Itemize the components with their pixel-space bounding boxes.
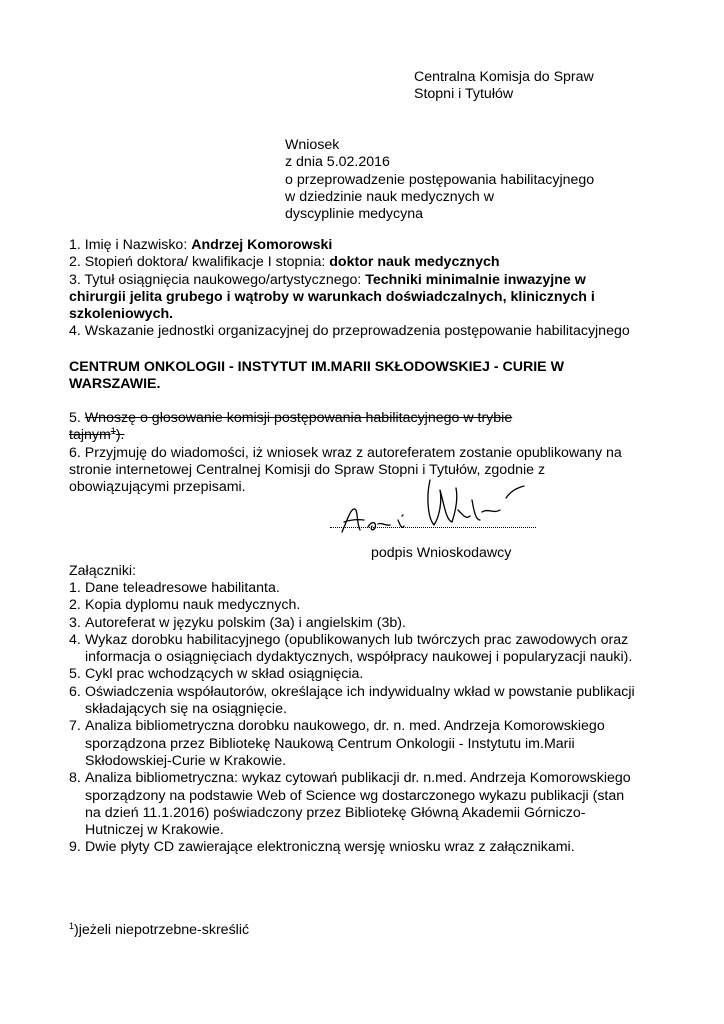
attachment-number: 5. (69, 666, 81, 683)
attachment-text: na dzień 11.1.2016) poświadczony przez Bibliotekę Główną Akademii Górniczo- (85, 804, 586, 821)
header-line-subject: o przeprowadzenie postępowania habilitacyjnego (285, 171, 595, 188)
signature-line (330, 527, 536, 528)
attachment-text: Dane teleadresowe habilitanta. (85, 580, 280, 596)
attachment-text: Analiza bibliometryczna dorobku naukowego, dr. n. med. Andrzeja Komorowskiego (85, 718, 605, 735)
field-name (69, 237, 630, 254)
attachment-item (69, 580, 635, 597)
header-line-discipline: dyscyplinie medycyna (285, 206, 423, 223)
attachment-item (69, 770, 635, 839)
attachment-text: Hutniczej w Krakowie. (85, 822, 224, 839)
attachment-number: 3. (69, 614, 81, 631)
field-secret-vote-text-2: tajnym (69, 427, 111, 444)
addressee (414, 69, 594, 104)
attachment-number: 9. (69, 839, 81, 856)
field-degree-label: 2. Stopień doktora/ kwalifikacje I stopnia: (69, 254, 330, 271)
attachment-item (69, 684, 635, 719)
attachment-text: Wykaz dorobku habilitacyjnego (opublikowanych lub twórczych prac zawodowych oraz (85, 631, 629, 648)
field-achievement-label: 3. Tytuł osiągnięcia naukowego/artystycznego: (69, 271, 366, 288)
header-line-field: w dziedzinie nauk medycznych w (285, 188, 494, 205)
attachment-number: 4. (69, 631, 81, 648)
footnote-text: )jeżeli niepotrzebne-skreślić (74, 922, 250, 938)
attachment-number: 6. (69, 683, 81, 700)
attachment-item (69, 615, 635, 632)
attachment-text: Autoreferat w języku polskim (3a) i angielskim (3b). (85, 614, 406, 631)
footnote-ref: 1 (110, 426, 116, 437)
field-degree-value: doktor nauk medycznych (329, 254, 500, 271)
header-line-date: z dnia 5.02.2016 (285, 154, 390, 171)
field-achievement (69, 272, 630, 289)
field-secret-vote-text: Wnoszę o głosowanie komisji postępowania habilitacyjnego w trybie (84, 410, 513, 426)
attachment-text: Kopia dyplomu nauk medycznych. (85, 597, 301, 614)
attachment-text: informacja o osiągnięciach dydaktycznych, współpracy naukowej i popularyzacji nauki). (85, 649, 633, 666)
attachment-text: składających się na osiągnięcie. (85, 701, 287, 718)
addressee-line-1: Centralna Komisja do Spraw (414, 69, 594, 85)
attachment-text: sporządzony na podstawie Web of Science wg dostarczonego wykazu publikacji (stan (85, 787, 625, 804)
attachments-list (69, 580, 635, 857)
attachment-text: Analiza bibliometryczna: wykaz cytowań publikacji dr. n.med. Andrzeja Komorowskiego (85, 770, 631, 787)
field-secret-vote-end: ). (115, 427, 125, 444)
attachment-number: 1. (69, 580, 81, 596)
attachment-number: 2. (69, 597, 81, 614)
field-name-label: 1. Imię i Nazwisko: (69, 237, 192, 253)
application-fields (69, 237, 630, 341)
attachment-item (69, 666, 635, 683)
attachment-text: Dwie płyty CD zawierające elektroniczną wersję wniosku wraz z załącznikami. (85, 839, 575, 856)
attachment-number: 7. (69, 718, 81, 735)
attachments-title: Załączniki: (69, 563, 137, 579)
addressee-line-2: Stopni i Tytułów (414, 86, 514, 103)
institution-name (69, 359, 564, 394)
institution-line-1: CENTRUM ONKOLOGII - INSTYTUT IM.MARII SKŁODOWSKIEJ - CURIE W (69, 359, 564, 375)
signature-caption: podpis Wnioskodawcy (371, 545, 512, 561)
field-achievement-value-1: Techniki minimalnie inwazyjne w (365, 271, 586, 288)
footnote-marker: 1 (69, 921, 75, 931)
field-degree (69, 254, 630, 271)
institution-line-2: WARSZAWIE. (69, 376, 161, 393)
field-secret-vote (69, 410, 622, 427)
attachment-item (69, 718, 635, 770)
attachment-text: sporządzona przez Bibliotekę Naukową Centrum Onkologii - Instytutu im.Marii (85, 735, 575, 752)
application-header (285, 137, 594, 223)
field-consent-3: obowiązującymi przepisami. (69, 479, 246, 496)
field-consent-1: 6. Przyjmuję do wiadomości, iż wniosek wraz z autoreferatem zostanie opublikowany na (69, 444, 622, 461)
attachment-item (69, 839, 635, 856)
field-name-value: Andrzej Komorowski (191, 237, 333, 253)
header-line-title: Wniosek (285, 137, 340, 153)
footnote (69, 922, 249, 939)
attachment-number: 8. (69, 770, 81, 787)
field-achievement-value-3: szkoleniowych. (69, 306, 174, 323)
field-achievement-value-2: chirurgii jelita grubego i wątroby w warunkach doświadczalnych, klinicznych i (69, 288, 595, 305)
field-consent-2: stronie internetowej Centralnej Komisji do Spraw Stopni i Tytułów, zgodnie z (69, 461, 546, 478)
attachment-text: Cykl prac wchodzących w skład osiągnięcia. (85, 666, 364, 683)
handwritten-signature (330, 470, 540, 545)
attachment-item (69, 632, 635, 667)
attachment-text: Oświadczenia współautorów, określające ich indywidualny wkład w powstanie publikacji (85, 683, 635, 700)
field-secret-vote-num: 5. (69, 410, 85, 426)
field-unit-label: 4. Wskazanie jednostki organizacyjnej do przeprowadzenia postępowanie habilitacyjnego (69, 323, 630, 340)
attachment-item (69, 597, 635, 614)
attachment-text: Skłodowskiej-Curie w Krakowie. (85, 752, 287, 769)
